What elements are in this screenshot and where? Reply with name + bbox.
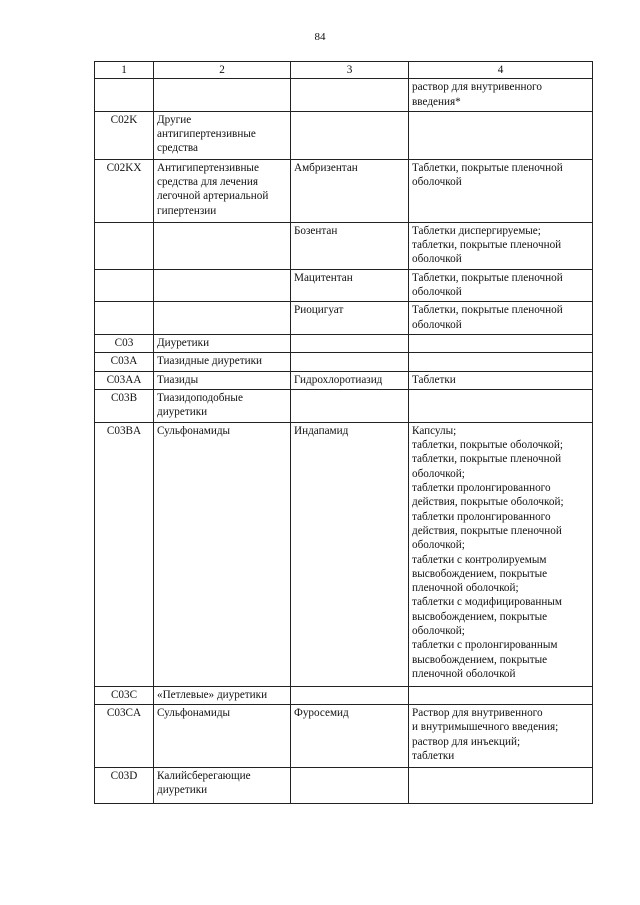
column-header: 3 (291, 62, 409, 79)
table-row (95, 302, 593, 335)
atc-code-cell: C02KX (95, 159, 154, 222)
atc-code-cell (95, 79, 154, 112)
atc-code-cell: C03B (95, 389, 154, 422)
form-cell: Капсулы; таблетки, покрытые оболочкой; таблетки, покрытые пленочной оболочкой; таблетки пролонгированного действия, покрытые оболочкой; таблетки пролонгированного действия, покрытые пленочной оболочкой; таблетки с контролируемым высвобождением, покрытые пленочной оболочкой; таблетки с модифицированным высвобождением, покрытые оболочкой; таблетки с пролонгированным высвобождением, покрытые пленочной оболочкой (409, 422, 593, 686)
drug-cell (291, 686, 409, 704)
group-cell (154, 302, 291, 335)
table-row (95, 353, 593, 371)
drug-cell: Бозентан (291, 222, 409, 269)
atc-code-cell: C03D (95, 768, 154, 804)
drug-cell: Индапамид (291, 422, 409, 686)
group-cell (154, 79, 291, 112)
form-cell: Таблетки, покрытые пленочной оболочкой (409, 159, 593, 222)
column-header: 4 (409, 62, 593, 79)
drug-cell (291, 111, 409, 159)
group-cell: Калийсберегающие диуретики (154, 768, 291, 804)
atc-code-cell (95, 269, 154, 302)
table-row (95, 269, 593, 302)
drug-cell: Гидрохлоротиазид (291, 371, 409, 389)
atc-code-cell: C03 (95, 334, 154, 352)
table-row (95, 334, 593, 352)
group-cell (154, 222, 291, 269)
group-cell: Тиазиды (154, 371, 291, 389)
table-row (95, 159, 593, 222)
group-cell: «Петлевые» диуретики (154, 686, 291, 704)
atc-code-cell: C02K (95, 111, 154, 159)
page-number: 84 (314, 31, 326, 43)
table-row (95, 389, 593, 422)
table-row (95, 111, 593, 159)
atc-code-cell: C03AA (95, 371, 154, 389)
group-cell: Диуретики (154, 334, 291, 352)
table-body (95, 79, 593, 804)
drug-cell: Амбризентан (291, 159, 409, 222)
form-cell (409, 389, 593, 422)
form-cell: Раствор для внутривенного и внутримышечного введения; раствор для инъекций; таблетки (409, 705, 593, 768)
table-row (95, 705, 593, 768)
atc-code-cell: C03A (95, 353, 154, 371)
form-cell: Таблетки (409, 371, 593, 389)
drug-cell (291, 768, 409, 804)
drug-cell (291, 353, 409, 371)
form-cell (409, 768, 593, 804)
column-header: 2 (154, 62, 291, 79)
table-header-row (95, 62, 593, 79)
column-header: 1 (95, 62, 154, 79)
atc-code-cell: C03CA (95, 705, 154, 768)
group-cell: Антигипертензивные средства для лечения легочной артериальной гипертензии (154, 159, 291, 222)
drug-table (94, 61, 593, 804)
drug-cell (291, 389, 409, 422)
atc-code-cell (95, 222, 154, 269)
drug-cell: Риоцигуат (291, 302, 409, 335)
group-cell: Тиазидоподобные диуретики (154, 389, 291, 422)
group-cell: Другие антигипертензивные средства (154, 111, 291, 159)
form-cell: Таблетки, покрытые пленочной оболочкой (409, 269, 593, 302)
table-row (95, 79, 593, 112)
form-cell: Таблетки, покрытые пленочной оболочкой (409, 302, 593, 335)
drug-cell: Мацитентан (291, 269, 409, 302)
form-cell: раствор для внутривенного введения* (409, 79, 593, 112)
table-row (95, 371, 593, 389)
form-cell: Таблетки диспергируемые; таблетки, покрытые пленочной оболочкой (409, 222, 593, 269)
drug-cell (291, 334, 409, 352)
form-cell (409, 111, 593, 159)
group-cell: Сульфонамиды (154, 705, 291, 768)
table-row (95, 422, 593, 686)
atc-code-cell: C03C (95, 686, 154, 704)
form-cell (409, 353, 593, 371)
group-cell (154, 269, 291, 302)
form-cell (409, 686, 593, 704)
table-row (95, 222, 593, 269)
table-row (95, 686, 593, 704)
group-cell: Тиазидные диуретики (154, 353, 291, 371)
table-row (95, 768, 593, 804)
form-cell (409, 334, 593, 352)
group-cell: Сульфонамиды (154, 422, 291, 686)
atc-code-cell: C03BA (95, 422, 154, 686)
drug-cell: Фуросемид (291, 705, 409, 768)
atc-code-cell (95, 302, 154, 335)
drug-cell (291, 79, 409, 112)
